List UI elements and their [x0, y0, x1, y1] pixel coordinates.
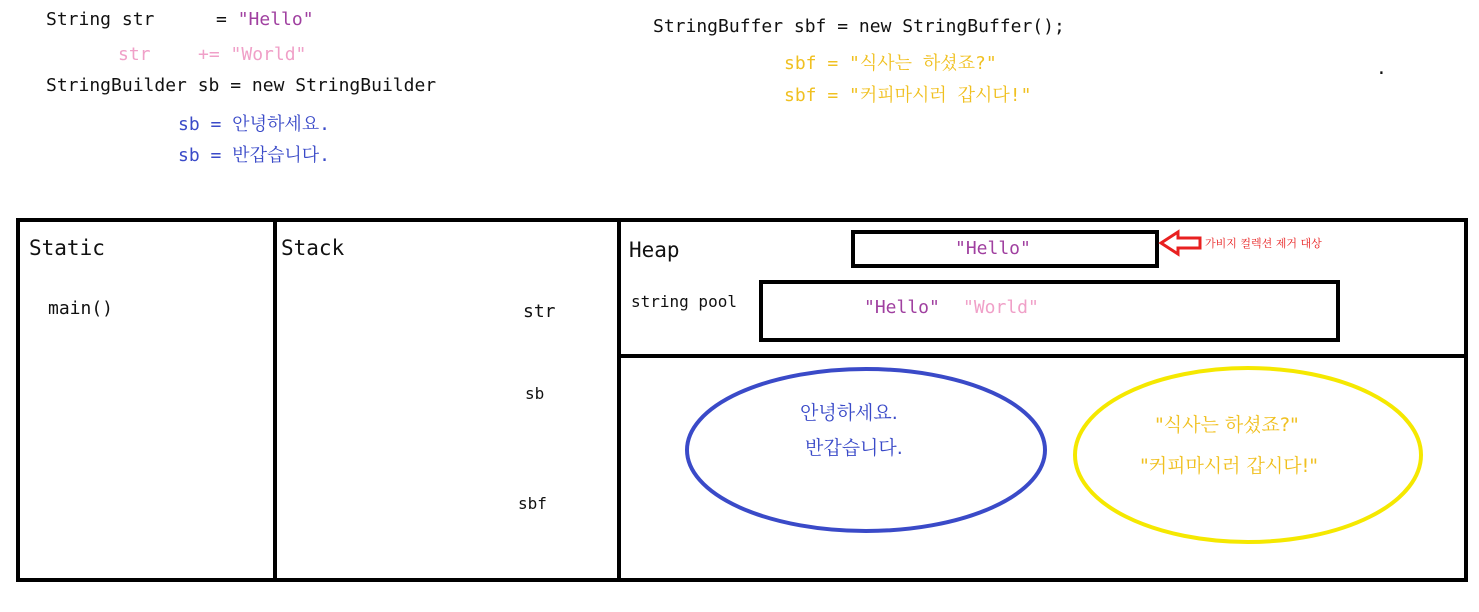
- assign-operator: =: [216, 9, 238, 30]
- code-line-sbf-meal: sbf = "식사는 하셨죠?": [784, 53, 997, 74]
- stack-var-sbf: sbf: [518, 494, 547, 513]
- heap-title: Heap: [629, 238, 680, 262]
- stack-var-sb: sb: [525, 384, 545, 403]
- str-var-text: str: [118, 44, 151, 65]
- stack-var-str: str: [523, 301, 556, 322]
- garbage-collection-note: 가비지 컬렉션 제거 대상: [1205, 237, 1322, 250]
- code-line-sb-hello: sb = 안녕하세요.: [178, 114, 330, 135]
- buffer-text-line1: "식사는 하셨죠?": [1155, 414, 1299, 436]
- stack-title: Stack: [281, 236, 345, 260]
- code-line-stringbuilder: StringBuilder sb = new StringBuilder: [46, 75, 437, 96]
- static-title: Static: [29, 236, 105, 260]
- concat-operator: +=: [198, 44, 231, 65]
- builder-text-line1: 안녕하세요.: [800, 402, 898, 424]
- stray-dot: .: [1376, 58, 1387, 79]
- code-line-sb-nice: sb = 반갑습니다.: [178, 145, 330, 166]
- code-line-sbf-coffee: sbf = "커피마시러 갑시다!": [784, 85, 1032, 106]
- string-decl-text: String str: [46, 9, 155, 30]
- hello-literal: "Hello": [237, 9, 314, 30]
- garbage-hello-literal: "Hello": [955, 238, 1031, 259]
- pool-hello-literal: "Hello": [864, 297, 940, 318]
- pool-world-literal: "World": [963, 297, 1039, 318]
- builder-text-line2: 반갑습니다.: [805, 437, 903, 459]
- string-pool-label: string pool: [631, 292, 737, 311]
- code-line-stringbuffer: StringBuffer sbf = new StringBuffer();: [653, 16, 1065, 37]
- buffer-text-line2: "커피마시러 갑시다!": [1140, 455, 1318, 477]
- garbage-arrow-icon: [1161, 232, 1200, 254]
- world-literal: "World": [230, 44, 307, 65]
- static-main-method: main(): [48, 298, 114, 319]
